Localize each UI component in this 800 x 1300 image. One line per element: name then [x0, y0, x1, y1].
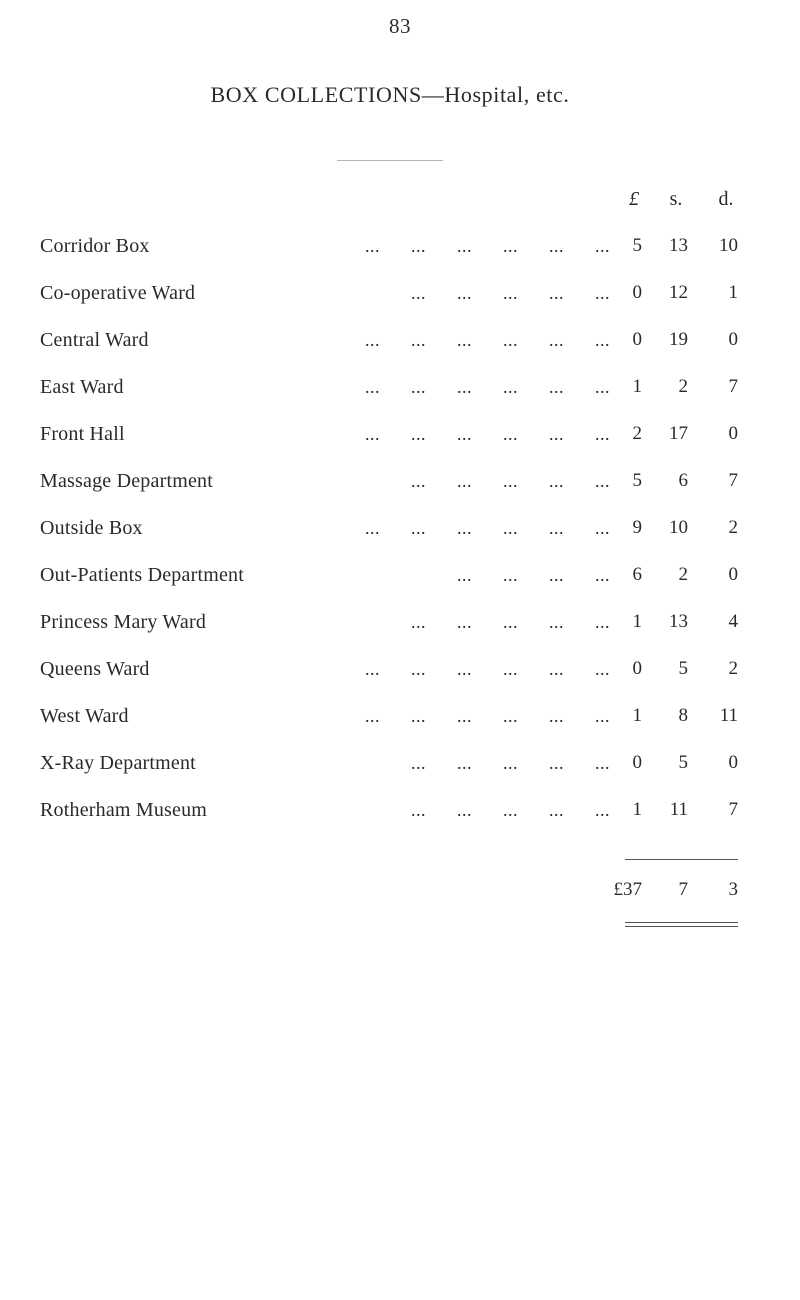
pounds-value: 1 [632, 611, 642, 632]
table-row [0, 515, 800, 562]
total-pence: 3 [728, 879, 738, 900]
pounds-value: 1 [632, 376, 642, 397]
collections-table [0, 233, 800, 844]
pence-value: 7 [728, 799, 738, 820]
shillings-value: 5 [678, 658, 688, 679]
row-label: Central Ward [40, 329, 149, 351]
total-row [0, 877, 800, 903]
pence-value: 2 [728, 517, 738, 538]
row-label: Queens Ward [40, 658, 150, 680]
shillings-value: 11 [669, 799, 688, 820]
row-label: Massage Department [40, 470, 213, 492]
pence-value: 7 [728, 470, 738, 491]
dot-leader: ... ... ... ... ... [411, 471, 610, 491]
table-row [0, 327, 800, 374]
row-label: Princess Mary Ward [40, 611, 207, 633]
shillings-value: 5 [678, 752, 688, 773]
row-label: West Ward [40, 705, 129, 727]
page-number: 83 [389, 14, 411, 38]
title-rule [337, 160, 443, 161]
pounds-value: 0 [632, 752, 642, 773]
pounds-value: 0 [632, 282, 642, 303]
page-title: BOX COLLECTIONS—Hospital, etc. [210, 82, 570, 107]
total-pounds: £37 [613, 879, 642, 900]
dot-leader: ... ... ... ... ... ... [365, 330, 610, 350]
pounds-value: 1 [632, 705, 642, 726]
total-rule-top [625, 859, 738, 860]
pence-value: 4 [728, 611, 738, 632]
row-label: Corridor Box [40, 235, 150, 257]
row-label: East Ward [40, 376, 124, 398]
dot-leader: ... ... ... ... ... [411, 283, 610, 303]
pounds-value: 0 [632, 329, 642, 350]
row-label: X-Ray Department [40, 752, 196, 774]
table-row [0, 421, 800, 468]
pounds-value: 1 [632, 799, 642, 820]
shillings-value: 8 [678, 705, 688, 726]
table-row [0, 374, 800, 421]
shillings-value: 6 [678, 470, 688, 491]
pence-value: 0 [728, 752, 738, 773]
row-label: Front Hall [40, 423, 125, 445]
shillings-value: 2 [678, 376, 688, 397]
dot-leader: ... ... ... ... ... [411, 800, 610, 820]
dot-leader: ... ... ... ... ... [411, 753, 610, 773]
pence-value: 0 [728, 329, 738, 350]
table-row [0, 750, 800, 797]
shillings-value: 2 [678, 564, 688, 585]
shillings-value: 13 [669, 611, 688, 632]
pence-value: 0 [728, 564, 738, 585]
table-row [0, 609, 800, 656]
pence-value: 0 [728, 423, 738, 444]
table-row [0, 280, 800, 327]
dot-leader: ... ... ... ... ... ... [365, 236, 610, 256]
pence-value: 11 [719, 705, 738, 726]
pence-value: 7 [728, 376, 738, 397]
pence-value: 2 [728, 658, 738, 679]
row-label: Co-operative Ward [40, 282, 196, 304]
pence-value: 1 [728, 282, 738, 303]
column-header-pence: d. [718, 188, 734, 210]
shillings-value: 10 [669, 517, 688, 538]
pounds-value: 5 [632, 470, 642, 491]
column-header-pounds: £ [629, 188, 639, 210]
shillings-value: 12 [669, 282, 688, 303]
table-row [0, 703, 800, 750]
table-row [0, 468, 800, 515]
table-row [0, 233, 800, 280]
pounds-value: 9 [632, 517, 642, 538]
dot-leader: ... ... ... ... ... ... [365, 377, 610, 397]
pounds-value: 0 [632, 658, 642, 679]
table-row [0, 562, 800, 609]
pounds-value: 2 [632, 423, 642, 444]
shillings-value: 17 [669, 423, 688, 444]
dot-leader: ... ... ... ... [457, 565, 610, 585]
total-rule-double-2 [625, 926, 738, 927]
dot-leader: ... ... ... ... ... ... [365, 659, 610, 679]
table-row [0, 656, 800, 703]
shillings-value: 19 [669, 329, 688, 350]
dot-leader: ... ... ... ... ... ... [365, 518, 610, 538]
table-row [0, 797, 800, 844]
total-shillings: 7 [678, 879, 688, 900]
shillings-value: 13 [669, 235, 688, 256]
column-header-shillings: s. [669, 188, 683, 210]
row-label: Rotherham Museum [40, 799, 208, 821]
dot-leader: ... ... ... ... ... ... [365, 424, 610, 444]
pounds-value: 6 [632, 564, 642, 585]
pounds-value: 5 [632, 235, 642, 256]
dot-leader: ... ... ... ... ... [411, 612, 610, 632]
total-rule-double-1 [625, 922, 738, 923]
dot-leader: ... ... ... ... ... ... [365, 706, 610, 726]
row-label: Outside Box [40, 517, 143, 539]
pence-value: 10 [719, 235, 738, 256]
row-label: Out-Patients Department [40, 564, 244, 586]
